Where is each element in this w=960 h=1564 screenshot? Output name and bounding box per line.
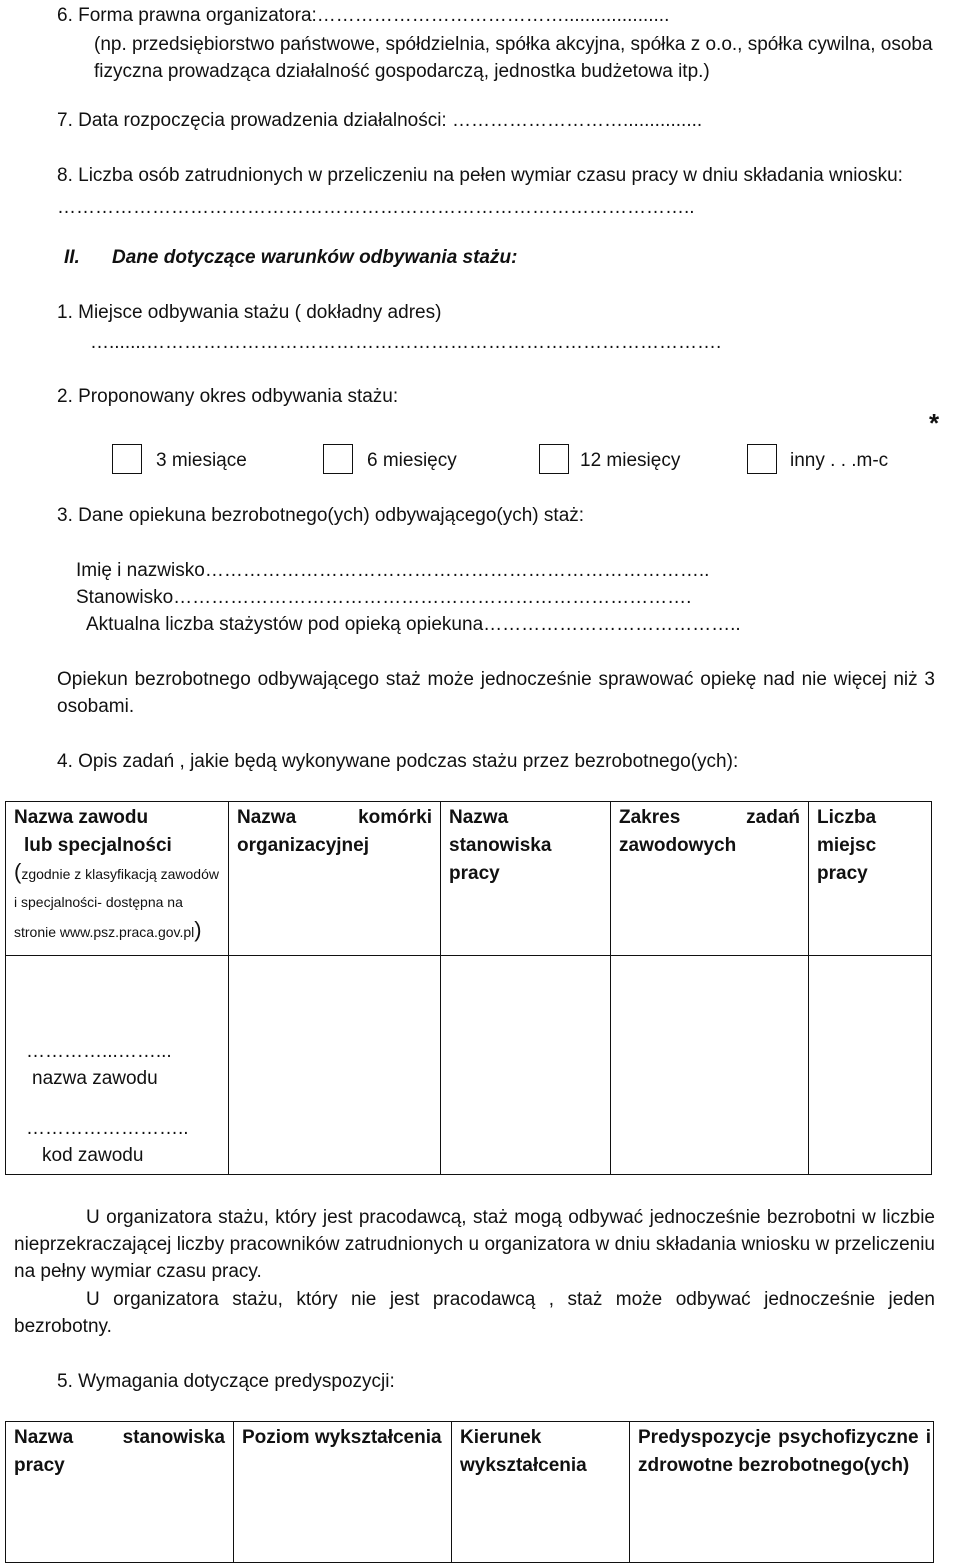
period-other-label: inny . . .m-c: [790, 450, 889, 471]
unit-header-text: Nazwa komórki organizacyjnej: [237, 807, 432, 856]
period-12-months-label: 12 miesięcy: [580, 450, 681, 471]
position-header-text: Nazwa stanowiska pracy: [449, 807, 552, 884]
occupation-name-dots: …………...……...: [26, 1041, 172, 1062]
internship-place-label: 1. Miejsce odbywania stażu ( dokładny adres): [57, 302, 442, 323]
legal-form-examples-line2: fizyczna prowadząca działalność gospodarczą, jednostka budżetowa itp.): [94, 61, 710, 82]
predisp-education-field-header-text: Kierunek wykształcenia: [460, 1427, 587, 1476]
period-3-months-label: 3 miesiące: [156, 450, 247, 471]
predisp-position-header-text: Nazwa stanowiska pracy: [14, 1427, 225, 1476]
legal-form-label: 6. Forma prawna organizatora:…………………………………....................: [57, 5, 670, 26]
tasks-cell-unit[interactable]: [229, 956, 441, 1175]
period-12-months-checkbox[interactable]: [539, 444, 569, 474]
occupation-code-caption: kod zawodu: [42, 1145, 144, 1166]
tasks-cell-scope[interactable]: [611, 956, 809, 1175]
employee-count-label: 8. Liczba osób zatrudnionych w przeliczeniu na pełen wymiar czasu pracy w dniu składania wniosku:: [57, 165, 903, 186]
predispositions-header-position: [6, 1422, 234, 1563]
occupation-note-paren-close: ): [194, 917, 202, 942]
occupation-header-line2: lub specjalności: [24, 835, 172, 856]
non-employer-rule-paragraph: U organizatora stażu, który nie jest pracodawcą , staż może odbywać jednocześnie jeden bezrobotny.: [14, 1289, 935, 1337]
predisp-education-level-header-text: Poziom wykształcenia: [242, 1427, 442, 1448]
tasks-header-scope: [611, 802, 809, 956]
period-3-months-checkbox[interactable]: [112, 444, 142, 474]
occupation-code-dots: ……………………..: [26, 1118, 189, 1139]
internship-period-label: 2. Proponowany okres odbywania stażu:: [57, 386, 399, 407]
business-start-date-field[interactable]: 7. Data rozpoczęcia prowadzenia działalności: ………………………...............: [57, 110, 703, 131]
occupation-classification-note: zgodnie z klasyfikacją zawodów i specjalności- dostępna na stronie www.psz.praca.gov.pl: [14, 866, 219, 940]
occupation-header-line1: Nazwa zawodu: [14, 807, 149, 828]
predispositions-label: 5. Wymagania dotyczące predyspozycji:: [57, 1371, 395, 1392]
period-6-months-checkbox[interactable]: [323, 444, 353, 474]
tasks-cell-occupation[interactable]: [6, 956, 229, 1175]
occupation-note-paren-open: (: [14, 859, 22, 884]
period-other-checkbox[interactable]: [747, 444, 777, 474]
section-title: Dane dotyczące warunków odbywania stażu:: [112, 247, 518, 268]
tasks-description-label: 4. Opis zadań , jakie będą wykonywane podczas stażu przez bezrobotnego(ych):: [57, 751, 739, 772]
tasks-header-position: [441, 802, 611, 956]
supervisor-position-field[interactable]: Stanowisko……………………………………………………………………….: [76, 587, 692, 608]
tasks-cell-places[interactable]: [809, 956, 932, 1175]
predispositions-header-education-field: [452, 1422, 630, 1563]
predispositions-header-education-level: [234, 1422, 452, 1563]
predisp-psychophysical-header-text: Predyspozycje psychofizyczne i zdrowotne bezrobotnego(ych): [638, 1427, 931, 1476]
employer-rule-paragraph: U organizatora stażu, który jest pracodawcą, staż mogą odbywać jednocześnie bezrobotni w liczbie nieprzekraczającej liczby pracowników zatrudnionych u organizatora w dniu składania wniosku w przeliczeniu na pełny wymiar czasu pracy.: [14, 1207, 935, 1282]
supervisor-section-label: 3. Dane opiekuna bezrobotnego(ych) odbywającego(ych) staż:: [57, 505, 585, 526]
tasks-header-occupation: [6, 802, 229, 956]
period-6-months-label: 6 miesięcy: [367, 450, 457, 471]
employee-count-field[interactable]: ………………………………………………………………………………………..: [57, 197, 695, 218]
scope-header-text: Zakres zadań zawodowych: [619, 807, 800, 856]
internship-place-field[interactable]: ….......……………………………………………………………………………….: [90, 332, 722, 353]
tasks-header-unit: [229, 802, 441, 956]
predispositions-header-psychophysical: [630, 1422, 934, 1563]
supervisor-name-field[interactable]: Imię i nazwisko……………………………………………………………………..: [76, 560, 710, 581]
section-number: II.: [64, 247, 80, 268]
supervisor-limit-note: Opiekun bezrobotnego odbywającego staż może jednocześnie sprawować opiekę nad nie więcej niż 3 osobami.: [57, 669, 935, 717]
places-header-text: Liczba miejsc pracy: [817, 807, 877, 884]
tasks-cell-position[interactable]: [441, 956, 611, 1175]
occupation-name-caption: nazwa zawodu: [32, 1068, 158, 1089]
legal-form-examples-line1: (np. przedsiębiorstwo państwowe, spółdzielnia, spółka akcyjna, spółka z o.o., spółka cywilna, osoba: [94, 34, 933, 55]
tasks-table: [5, 801, 932, 1175]
asterisk-note: *: [929, 408, 940, 438]
tasks-header-places: [809, 802, 932, 956]
predispositions-table: [5, 1421, 934, 1563]
supervisor-trainee-count-field[interactable]: Aktualna liczba stażystów pod opieką opiekuna…………………………………..: [86, 614, 741, 635]
